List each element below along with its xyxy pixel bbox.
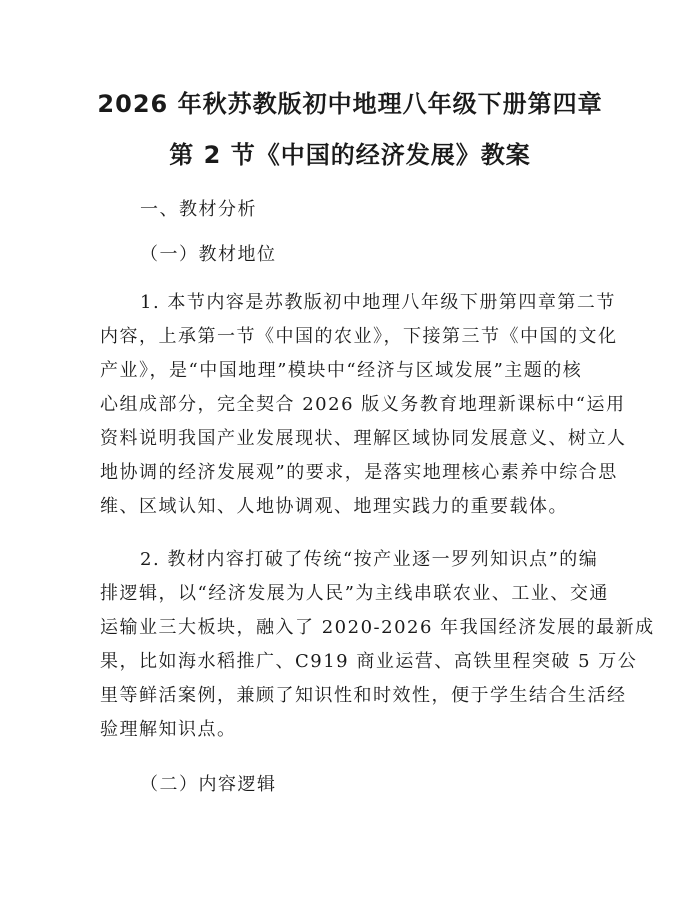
- paragraph-2-line-4: 果，比如海水稻推广、C919 商业运营、高铁里程突破 5 万公: [100, 651, 638, 672]
- paragraph-2-line-6: 验理解知识点。: [100, 719, 237, 740]
- paragraph-1-line-6: 地协调的经济发展观”的要求，是落实地理核心素养中综合思: [100, 462, 618, 483]
- paragraph-1-line-1: 1. 本节内容是苏教版初中地理八年级下册第四章第二节: [140, 292, 616, 313]
- document-title-line-1: 2026 年秋苏教版初中地理八年级下册第四章: [97, 90, 603, 118]
- paragraph-1-line-3: 产业》，是“中国地理”模块中“经济与区域发展”主题的核: [100, 360, 583, 381]
- paragraph-2-line-2: 排逻辑，以“经济发展为人民”为主线串联农业、工业、交通: [100, 583, 609, 604]
- paragraph-2-line-3: 运输业三大板块，融入了 2020-2026 年我国经济发展的最新成: [100, 617, 655, 638]
- paragraph-1-line-7: 维、区域认知、人地协调观、地理实践力的重要载体。: [100, 496, 568, 517]
- section-heading-textbook-analysis: 一、教材分析: [140, 199, 257, 220]
- paragraph-1-line-2: 内容，上承第一节《中国的农业》，下接第三节《中国的文化: [100, 326, 618, 347]
- paragraph-2-line-5: 里等鲜活案例，兼顾了知识性和时效性，便于学生结合生活经: [100, 685, 627, 706]
- paragraph-1-line-4: 心组成部分，完全契合 2026 版义务教育地理新课标中“运用: [100, 394, 626, 415]
- document-title-line-2: 第 2 节《中国的经济发展》教案: [169, 141, 531, 169]
- subsection-heading-content-logic: （二）内容逻辑: [140, 774, 277, 795]
- subsection-heading-position: （一）教材地位: [140, 244, 277, 265]
- paragraph-1-line-5: 资料说明我国产业发展现状、理解区域协同发展意义、树立人: [100, 428, 627, 449]
- paragraph-2-line-1: 2. 教材内容打破了传统“按产业逐一罗列知识点”的编: [140, 549, 599, 570]
